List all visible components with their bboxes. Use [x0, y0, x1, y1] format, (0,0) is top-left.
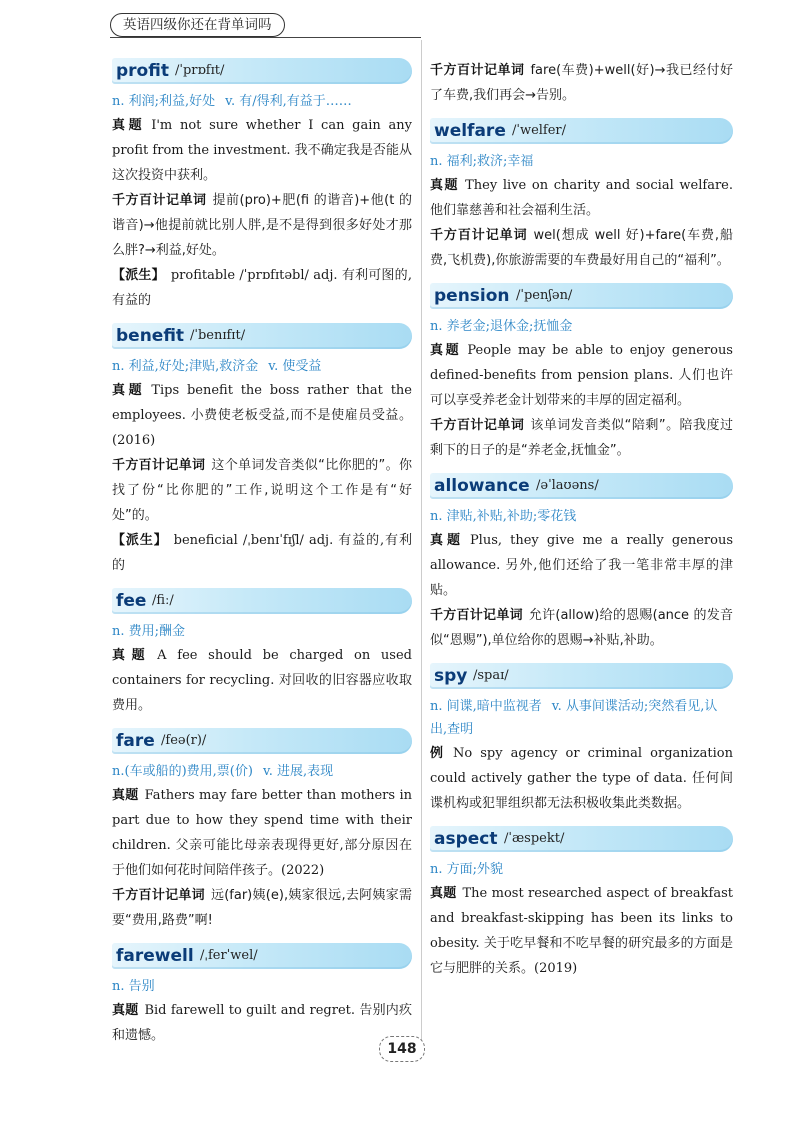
phonetic: /spaɪ/ [473, 668, 509, 683]
paragraph-label: 真题 [112, 383, 146, 398]
headword-bar [112, 323, 412, 349]
phonetic: /ˌferˈwel/ [200, 948, 258, 963]
definition: n. 津贴,补贴,补助;零花钱 [430, 509, 577, 524]
headword-bar [112, 58, 412, 84]
phonetic: /ˈwelfer/ [512, 123, 567, 138]
part-of-speech [112, 620, 412, 643]
part-of-speech [430, 858, 733, 881]
paragraph-text: No spy agency or criminal organization could actively gather the type of data. 任何间谍机构或犯罪组织都无法积极收集此类数据。 [430, 746, 733, 811]
phonetic: /feə(r)/ [161, 733, 207, 748]
entry-fare [112, 728, 412, 933]
phonetic: /fiː/ [152, 593, 174, 608]
paragraph-label: 【派生】 [112, 268, 165, 283]
paragraph-text: 提前(pro)+肥(fi 的谐音)+他(t 的谐音)→他提前就比别人胖,是不是得到很多好处才那么胖?→利益,好处。 [112, 193, 412, 258]
paragraph-text: 远(far)姨(e),姨家很远,去阿姨家需要“费用,路费”啊! [112, 888, 412, 928]
headword: farewell [116, 946, 194, 966]
entry-paragraph [430, 741, 733, 816]
headword: allowance [434, 476, 530, 496]
part-of-speech [112, 975, 412, 998]
definition: v. 使受益 [268, 359, 322, 374]
paragraph-text: I'm not sure whether I can gain any profit from the investment. 我不确定我是否能从这次投资中获利。 [112, 118, 412, 183]
entry-profit [112, 58, 412, 313]
entry-paragraph [430, 173, 733, 223]
paragraph-text: 该单词发音类似“陪剩”。陪我度过剩下的日子的是“养老金,抚恤金”。 [430, 418, 733, 458]
paragraph-text: profitable /ˈprɒfɪtəbl/ adj. 有利可图的,有益的 [112, 268, 412, 308]
book-title: 英语四级你还在背单词吗 [110, 13, 285, 37]
paragraph-label: 真题 [430, 343, 462, 358]
part-of-speech [430, 505, 733, 528]
entry-paragraph [430, 338, 733, 413]
entry-welfare [430, 118, 733, 273]
headword-bar [430, 663, 733, 689]
paragraph-text: People may be able to enjoy generous defined-benefits from pension plans. 人们也许可以享受养老金计划带来的丰厚的固定福利。 [430, 343, 733, 408]
paragraph-label: 真题 [112, 1003, 139, 1018]
definition: v. 有/得利,有益于…… [225, 94, 352, 109]
definition: n. 利益,好处;津贴,救济金 [112, 359, 259, 374]
headword: fare [116, 731, 155, 751]
paragraph-text: Tips benefit the boss rather that the employees. 小费使老板受益,而不是使雇员受益。(2016) [112, 383, 412, 448]
column-divider [421, 40, 422, 1040]
headword: welfare [434, 121, 506, 141]
phonetic: /ˈpenʃən/ [516, 288, 573, 303]
paragraph-label: 真题 [112, 118, 146, 133]
paragraph-text: wel(想成 well 好)+fare(车费,船费,飞机费),你旅游需要的车费最好用自己的“福利”。 [430, 228, 733, 268]
paragraph-label: 【派生】 [112, 533, 168, 548]
paragraph-label: 真题 [112, 788, 139, 803]
phonetic: /əˈlaʊəns/ [536, 478, 599, 493]
paragraph-label: 千方百计记单词 [112, 193, 207, 208]
definition: n. 方面;外貌 [430, 862, 504, 877]
entry-paragraph [112, 528, 412, 578]
headword-bar [430, 826, 733, 852]
entry-aspect [430, 826, 733, 981]
header-rule [110, 37, 421, 38]
entry-benefit [112, 323, 412, 578]
left-column [112, 58, 412, 1058]
headword-bar [430, 283, 733, 309]
definition: n. 间谍,暗中监视者 [430, 699, 542, 714]
paragraph-text: fare(车费)+well(好)→我已经付好了车费,我们再会→告别。 [430, 63, 733, 103]
paragraph-text: 这个单词发音类似“比你肥的”。你找了份“比你肥的”工作,说明这个工作是有“好处”的。 [112, 458, 412, 523]
headword: benefit [116, 326, 185, 346]
entry-pension [430, 283, 733, 463]
entry-paragraph [112, 378, 412, 453]
headword: profit [116, 61, 169, 81]
paragraph-label: 真题 [430, 178, 460, 193]
definition: n. 告别 [112, 979, 155, 994]
paragraph-label: 千方百计记单词 [430, 63, 525, 78]
headword: fee [116, 591, 147, 611]
entry-fee [112, 588, 412, 718]
entry-paragraph [112, 453, 412, 528]
entry-paragraph [430, 58, 733, 108]
definition: n. 养老金;退休金;抚恤金 [430, 319, 573, 334]
paragraph-label: 真题 [430, 533, 464, 548]
phonetic: /ˈæspekt/ [504, 831, 565, 846]
definition: v. 进展,表现 [262, 764, 334, 779]
paragraph-label: 千方百计记单词 [430, 608, 523, 623]
part-of-speech [112, 760, 412, 783]
headword-bar [112, 728, 412, 754]
paragraph-text: The most researched aspect of breakfast and breakfast-skipping has been its links to obesity. 关于吃早餐和不吃早餐的研究最多的方面是它与肥胖的关系。(2019) [430, 886, 733, 976]
entry-paragraph [430, 223, 733, 273]
entry-paragraph [430, 881, 733, 981]
entry-paragraph [112, 783, 412, 883]
page-number: 148 [379, 1036, 425, 1062]
entry-paragraph [112, 188, 412, 263]
headword-bar [112, 943, 412, 969]
definition: n. 费用;酬金 [112, 624, 186, 639]
paragraph-text: Plus, they give me a really generous allowance. 另外,他们还给了我一笔非常丰厚的津贴。 [430, 533, 733, 598]
paragraph-label: 千方百计记单词 [112, 888, 205, 903]
paragraph-label: 千方百计记单词 [430, 228, 528, 243]
entry-paragraph [112, 263, 412, 313]
entry-paragraph [430, 413, 733, 463]
entry-farewell [112, 943, 412, 1048]
entry-allowance [430, 473, 733, 653]
part-of-speech [430, 315, 733, 338]
definition: n. 福利;救济;幸福 [430, 154, 534, 169]
phonetic: /ˈprɒfɪt/ [175, 63, 225, 78]
paragraph-label: 例 [430, 746, 447, 761]
definition: n. 利润;利益,好处 [112, 94, 216, 109]
definition: n.(车或船的)费用,票(价) [112, 764, 253, 779]
phonetic: /ˈbenɪfɪt/ [190, 328, 246, 343]
right-column [430, 58, 733, 991]
entry-paragraph [112, 113, 412, 188]
paragraph-label: 真题 [430, 886, 457, 901]
paragraph-text: Bid farewell to guilt and regret. 告别内疚和遗憾。 [112, 1003, 412, 1043]
entry-continuation [430, 58, 733, 108]
paragraph-text: A fee should be charged on used containers for recycling. 对回收的旧容器应收取费用。 [112, 648, 412, 713]
part-of-speech [112, 355, 412, 378]
headword-bar [112, 588, 412, 614]
part-of-speech [430, 695, 733, 741]
definition: v. 从事间谍活动;突然看见,认出,查明 [430, 699, 718, 737]
paragraph-text: Fathers may fare better than mothers in part due to how they spend time with their children. 父亲可能比母亲表现得更好,部分原因在于他们如何花时间陪伴孩子。(2022) [112, 788, 412, 878]
part-of-speech [430, 150, 733, 173]
entry-paragraph [112, 643, 412, 718]
paragraph-text: beneficial /ˌbenɪˈfɪʃl/ adj. 有益的,有利的 [112, 533, 412, 573]
headword-bar [430, 118, 733, 144]
paragraph-text: They live on charity and social welfare. 他们靠慈善和社会福利生活。 [430, 178, 733, 218]
entry-paragraph [112, 883, 412, 933]
paragraph-label: 真题 [112, 648, 152, 663]
entry-spy [430, 663, 733, 816]
headword: spy [434, 666, 468, 686]
entry-paragraph [430, 603, 733, 653]
part-of-speech [112, 90, 412, 113]
headword: aspect [434, 829, 498, 849]
headword-bar [430, 473, 733, 499]
headword: pension [434, 286, 510, 306]
entry-paragraph [430, 528, 733, 603]
paragraph-text: 允许(allow)给的恩赐(ance 的发音似“恩赐”),单位给你的恩赐→补贴,补助。 [430, 608, 733, 648]
entry-paragraph [112, 998, 412, 1048]
paragraph-label: 千方百计记单词 [430, 418, 525, 433]
paragraph-label: 千方百计记单词 [112, 458, 206, 473]
